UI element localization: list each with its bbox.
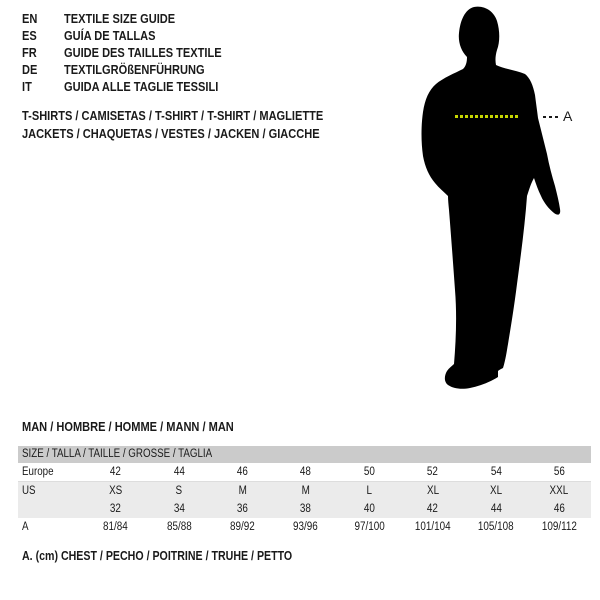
- size-cell: [338, 463, 401, 481]
- size-cell-text: 48: [300, 466, 312, 478]
- language-label: GUIDE DES TAILLES TEXTILE: [64, 45, 222, 60]
- size-cell-text: 36: [236, 503, 248, 515]
- size-table-header: SIZE / TALLA / TAILLE / GRÖSSE / TAGLIA: [18, 446, 591, 463]
- row-label-text: US: [22, 485, 36, 497]
- size-cell-text: 93/96: [293, 521, 319, 533]
- size-cell-text: 52: [427, 466, 439, 478]
- size-cell: [274, 463, 337, 481]
- language-row: [22, 27, 249, 44]
- size-table: [18, 446, 591, 536]
- language-label: TEXTILE SIZE GUIDE: [64, 11, 176, 26]
- size-cell-text: 34: [173, 503, 185, 515]
- language-row: [22, 10, 249, 27]
- size-cell-text: 97/100: [354, 521, 385, 533]
- language-code: IT: [22, 79, 32, 94]
- size-cell-text: 44: [490, 503, 502, 515]
- size-cell: [401, 482, 464, 500]
- size-cell-text: 32: [110, 503, 122, 515]
- man-silhouette-figure: [410, 0, 578, 402]
- size-cell: [464, 463, 527, 481]
- language-code: ES: [22, 28, 37, 43]
- row-label: [18, 463, 84, 481]
- language-list: [22, 10, 249, 95]
- size-cell-text: 46: [236, 466, 248, 478]
- size-cell-text: 56: [553, 466, 565, 478]
- language-row: [22, 78, 249, 95]
- table-row: [18, 518, 591, 536]
- size-cell-text: 44: [173, 466, 185, 478]
- man-silhouette-icon: [410, 0, 578, 402]
- size-cell: [274, 500, 337, 518]
- size-cell-text: 54: [490, 466, 502, 478]
- size-cell: [147, 500, 210, 518]
- size-cell: [147, 518, 210, 536]
- size-cell: [84, 482, 147, 500]
- size-cell-text: XL: [426, 485, 439, 497]
- language-code: DE: [22, 62, 38, 77]
- size-cell: [338, 518, 401, 536]
- size-cell-text: 50: [363, 466, 375, 478]
- language-code: EN: [22, 11, 38, 26]
- language-row: [22, 44, 249, 61]
- category-lines: [22, 107, 376, 142]
- table-row: [18, 482, 591, 500]
- row-label: [18, 500, 84, 518]
- size-cell-text: 81/84: [103, 521, 129, 533]
- language-row: [22, 61, 249, 78]
- size-cell: [211, 500, 274, 518]
- size-cell: [401, 500, 464, 518]
- size-cell-text: 89/92: [230, 521, 255, 533]
- size-cell: [274, 482, 337, 500]
- size-cell-text: 109/112: [541, 521, 577, 533]
- category-line: [22, 107, 376, 125]
- footnote: A. (cm) CHEST / PECHO / POITRINE / TRUHE / PETTO: [22, 549, 293, 563]
- measure-label-a: A: [563, 108, 573, 124]
- size-cell: [211, 518, 274, 536]
- size-cell: [528, 482, 591, 500]
- size-cell-text: M: [238, 485, 247, 497]
- size-cell: [84, 463, 147, 481]
- table-row: [18, 500, 591, 518]
- category-line: [22, 125, 376, 143]
- size-cell: [147, 463, 210, 481]
- size-cell-text: XS: [109, 485, 123, 497]
- size-cell-text: M: [301, 485, 310, 497]
- chest-measure-dashed-line: [455, 115, 518, 118]
- size-cell: [211, 482, 274, 500]
- table-row: [18, 463, 591, 482]
- size-cell: [84, 500, 147, 518]
- size-cell: [274, 518, 337, 536]
- row-label: [18, 518, 84, 536]
- size-cell-text: 42: [110, 466, 122, 478]
- size-cell-text: S: [175, 485, 183, 497]
- row-label: [18, 482, 84, 500]
- language-label: GUIDA ALLE TAGLIE TESSILI: [64, 79, 219, 94]
- size-cell-text: L: [366, 485, 372, 497]
- size-cell: [464, 482, 527, 500]
- language-label: GUÍA DE TALLAS: [64, 28, 156, 43]
- row-label-text: A: [22, 521, 29, 533]
- size-cell: [401, 463, 464, 481]
- measure-leader-dashes: [543, 116, 561, 118]
- size-cell: [401, 518, 464, 536]
- size-cell-text: 105/108: [478, 521, 514, 533]
- row-label-text: Europe: [22, 466, 54, 478]
- category-text: JACKETS / CHAQUETAS / VESTES / JACKEN / GIACCHE: [22, 125, 320, 141]
- size-cell-text: 46: [553, 503, 565, 515]
- size-cell-text: 85/88: [166, 521, 192, 533]
- section-title: MAN / HOMBRE / HOMME / MANN / MAN: [22, 419, 234, 434]
- size-cell-text: 42: [427, 503, 439, 515]
- size-cell: [147, 482, 210, 500]
- size-cell-text: 40: [363, 503, 375, 515]
- size-cell-text: 101/104: [414, 521, 451, 533]
- size-cell: [211, 463, 274, 481]
- language-label: TEXTILGRÖßENFÜHRUNG: [64, 62, 205, 77]
- size-table-body: [18, 463, 591, 536]
- size-cell: [338, 500, 401, 518]
- size-cell: [84, 518, 147, 536]
- size-cell-text: XL: [489, 485, 502, 497]
- size-cell: [528, 463, 591, 481]
- size-cell-text: XXL: [549, 485, 569, 497]
- language-code: FR: [22, 45, 37, 60]
- size-cell: [464, 518, 527, 536]
- size-cell: [528, 500, 591, 518]
- size-cell: [464, 500, 527, 518]
- size-cell: [338, 482, 401, 500]
- size-cell: [528, 518, 591, 536]
- category-text: T-SHIRTS / CAMISETAS / T-SHIRT / T-SHIRT / MAGLIETTE: [22, 108, 324, 123]
- size-cell-text: 38: [300, 503, 312, 515]
